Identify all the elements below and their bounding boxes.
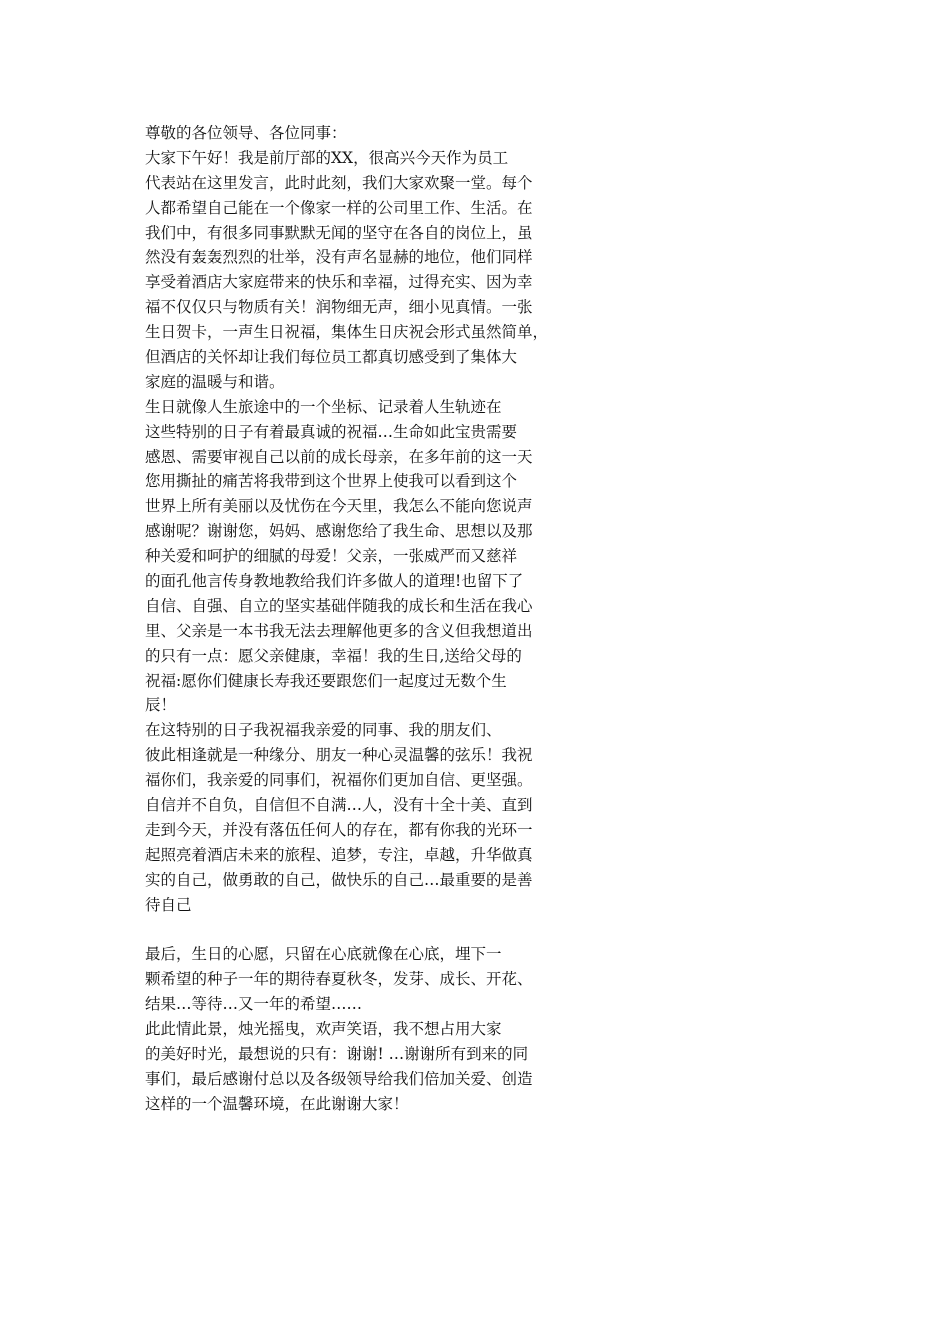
text-line: 事们，最后感谢付总以及各级领导给我们倍加关爱、创造 (145, 1069, 533, 1088)
text-line: 生日就像人生旅途中的一个坐标、记录着人生轨迹在 (145, 397, 502, 416)
text-line: 祝福:愿你们健康长寿我还要跟您们一起度过无数个生 (145, 671, 507, 690)
text-line: 福你们，我亲爱的同事们，祝福你们更加自信、更坚强。 (145, 771, 533, 790)
text-line: 颗希望的种子一年的期待春夏秋冬，发芽、成长、开花、 (145, 970, 533, 989)
text-line: 生日贺卡，一声生日祝福，集体生日庆祝会形式虽然简单， (145, 323, 549, 342)
text-line: 起照亮着酒店未来的旅程、追梦，专注，卓越，升华做真 (145, 845, 533, 864)
text-line: 在这特别的日子我祝福我亲爱的同事、我的朋友们、 (145, 721, 502, 740)
text-line: 您用撕扯的痛苦将我带到这个世界上使我可以看到这个 (145, 472, 518, 491)
text-line: 感谢呢？谢谢您，妈妈、感谢您给了我生命、思想以及那 (145, 522, 533, 541)
text-line: 我们中，有很多同事默默无闻的坚守在各自的岗位上，虽 (145, 223, 533, 242)
text-line: 的只有一点：愿父亲健康，幸福！我的生日,送给父母的 (145, 646, 522, 665)
text-line: 结果…等待…又一年的希望…… (145, 995, 363, 1014)
text-line: 大家下午好！我是前厅部的XX，很高兴今天作为员工 (145, 148, 509, 167)
document-body (145, 121, 585, 1117)
text-line: 辰！ (145, 696, 177, 715)
text-line: 自信、自强、自立的坚实基础伴随我的成长和生活在我心 (145, 596, 533, 615)
text-line: 走到今天，并没有落伍任何人的存在，都有你我的光环一 (145, 820, 533, 839)
text-line: 然没有轰轰烈烈的壮举，没有声名显赫的地位，他们同样 (145, 248, 533, 267)
text-line: 里、父亲是一本书我无法去理解他更多的含义但我想道出 (145, 621, 533, 640)
text-line: 享受着酒店大家庭带来的快乐和幸福，过得充实、因为幸 (145, 273, 533, 292)
salutation: 尊敬的各位领导、各位同事： (145, 124, 347, 142)
text-line: 种关爱和呵护的细腻的母爱！父亲，一张威严而又慈祥 (145, 547, 518, 566)
text-line: 最后，生日的心愿，只留在心底就像在心底，埋下一 (145, 945, 502, 964)
text-line: 人都希望自己能在一个像家一样的公司里工作、生活。在 (145, 198, 533, 217)
closing-line: 这样的一个温馨环境，在此谢谢大家！ (145, 1094, 409, 1113)
text-line: 此此情此景，烛光摇曳，欢声笑语，我不想占用大家 (145, 1020, 502, 1039)
text-line: 这些特别的日子有着最真诚的祝福…生命如此宝贵需要 (145, 422, 518, 441)
text-line: 彼此相逢就是一种缘分、朋友一种心灵温馨的弦乐！我祝 (145, 746, 533, 765)
text-line: 感恩、需要审视自己以前的成长母亲，在多年前的这一天 (145, 447, 533, 466)
text-line: 代表站在这里发言，此时此刻，我们大家欢聚一堂。每个 (145, 173, 533, 192)
text-line: 自信并不自负，自信但不自满…人，没有十全十美、直到 (145, 796, 533, 815)
text-line: 世界上所有美丽以及忧伤在今天里，我怎么不能向您说声 (145, 497, 533, 516)
text-line: 家庭的温暖与和谐。 (145, 372, 285, 391)
text-line: 福不仅仅只与物质有关！润物细无声，细小见真情。一张 (145, 298, 533, 317)
text-line: 待自己 (145, 895, 192, 914)
text-line: 的面孔他言传身教地教给我们许多做人的道理!也留下了 (145, 572, 524, 591)
text-line: 实的自己，做勇敢的自己，做快乐的自己…最重要的是善 (145, 870, 533, 889)
text-line: 但酒店的关怀却让我们每位员工都真切感受到了集体大 (145, 348, 518, 367)
text-line: 的美好时光，最想说的只有：谢谢! …谢谢所有到来的同 (145, 1044, 529, 1063)
blank-line (145, 918, 585, 943)
